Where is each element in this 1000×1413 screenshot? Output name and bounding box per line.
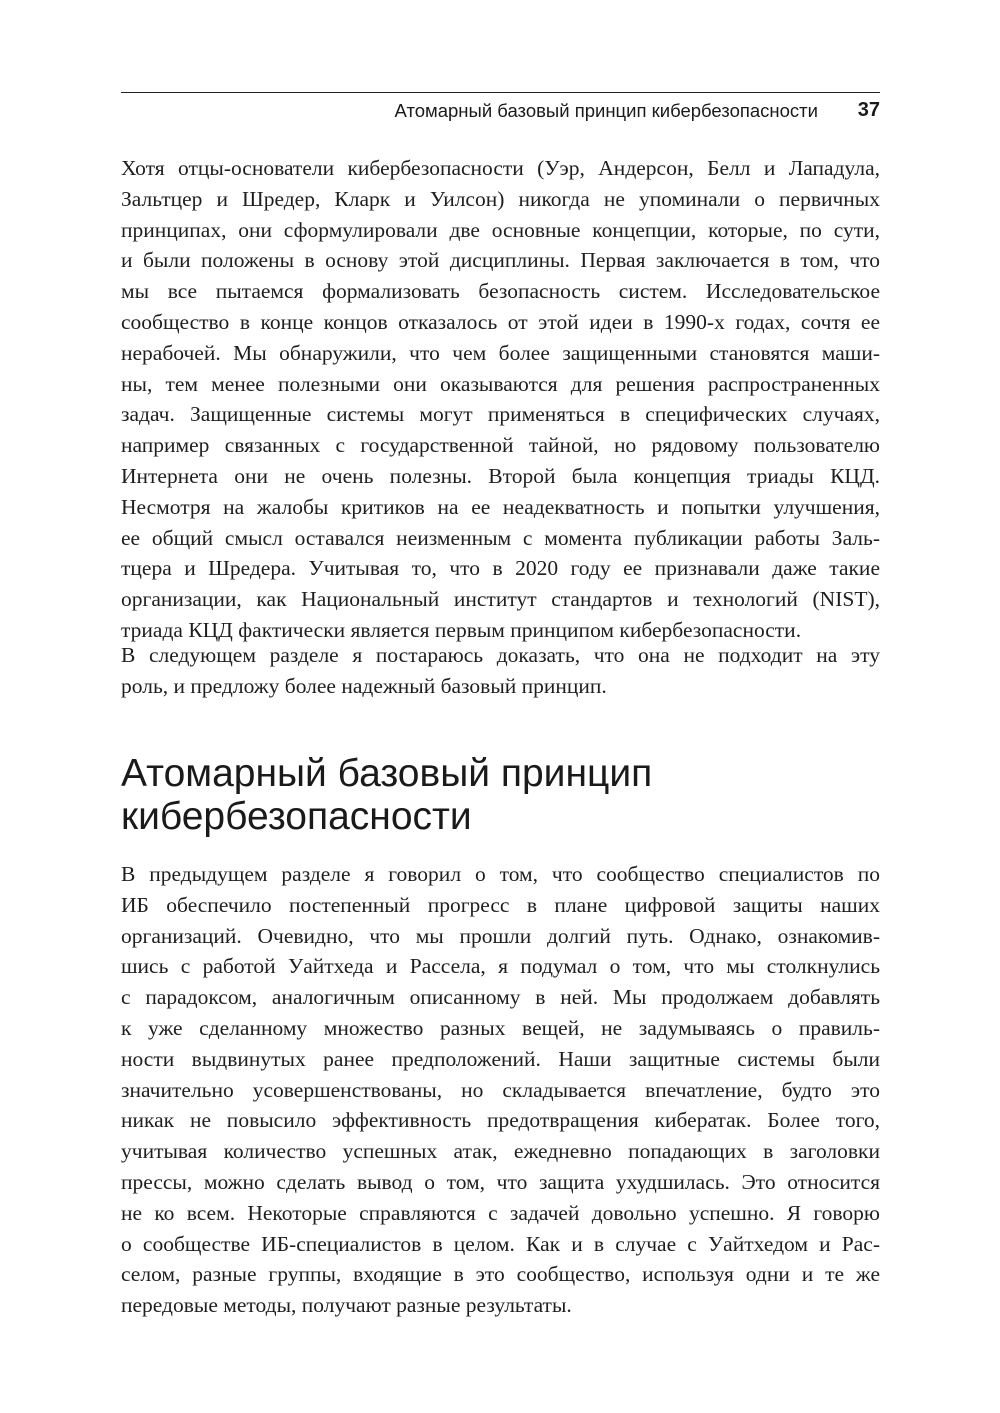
text-line: В следующем разделе я постараюсь доказать, что она не подходит на эту bbox=[121, 643, 880, 667]
text-line: ее общий смысл оставался неизменным с момента публикации работы Заль- bbox=[121, 525, 880, 550]
text-line: триада КЦД фактически является первым принципом кибербезопасности. bbox=[121, 617, 802, 642]
text-line: принципах, они сформулировали две основные концепции, которые, по сути, bbox=[121, 217, 880, 242]
text-line: ности выдвинутых ранее предположений. Наши защитные системы были bbox=[121, 1046, 880, 1071]
text-line: задач. Защищенные системы могут применяться в специфических случаях, bbox=[121, 402, 880, 427]
text-line: шись с работой Уайтхеда и Рассела, я подумал о том, что мы столкнулись bbox=[121, 954, 880, 979]
text-line: мы все пытаемся формализовать безопасность систем. Исследовательское bbox=[121, 279, 880, 304]
text-line: учитывая количество успешных атак, ежедневно попадающих в заголовки bbox=[121, 1139, 880, 1164]
text-line: роль, и предложу более надежный базовый принцип. bbox=[121, 673, 607, 698]
text-line: Интернета они не очень полезны. Второй была концепция триады КЦД. bbox=[121, 463, 880, 488]
paragraph-1 bbox=[121, 153, 880, 646]
text-line: Хотя отцы-основатели кибербезопасности (Уэр, Андерсон, Белл и Лападула, bbox=[121, 156, 880, 180]
page-number: 37 bbox=[857, 99, 880, 121]
text-line: В предыдущем разделе я говорил о том, что сообщество специалистов по bbox=[121, 862, 880, 886]
text-line: ны, тем менее полезными они оказываются для решения распространенных bbox=[121, 371, 880, 396]
text-line: значительно усовершенствованы, но складывается впечатление, будто это bbox=[121, 1077, 880, 1102]
text-line: с парадоксом, аналогичным описанному в ней. Мы продолжаем добавлять bbox=[121, 985, 880, 1010]
text-line: Зальтцер и Шредер, Кларк и Уилсон) никогда не упоминали о первичных bbox=[121, 186, 880, 211]
running-header bbox=[121, 92, 880, 133]
text-line: сообщество в конце концов отказалось от этой идеи в 1990-х годах, сочтя ее bbox=[121, 309, 880, 334]
text-line: к уже сделанному множество разных вещей, не задумываясь о правиль- bbox=[121, 1015, 880, 1040]
paragraph-2 bbox=[121, 640, 880, 702]
text-line: организации, как Национальный институт стандартов и технологий (NIST), bbox=[121, 587, 880, 612]
text-line: о сообществе ИБ-специалистов в целом. Как и в случае с Уайтхедом и Рас- bbox=[121, 1231, 880, 1256]
text-line: например связанных с государственной тайной, но рядовому пользователю bbox=[121, 433, 880, 458]
paragraph-3 bbox=[121, 859, 880, 1321]
text-line: не ко всем. Некоторые справляются с задачей довольно успешно. Я говорю bbox=[121, 1200, 880, 1225]
section-heading bbox=[121, 752, 880, 838]
text-line: прессы, можно сделать вывод о том, что защита ухудшилась. Это относится bbox=[121, 1169, 880, 1194]
section-heading-line: Атомарный базовый принцип bbox=[121, 752, 653, 795]
text-line: нерабочей. Мы обнаружили, что чем более защищенными становятся маши- bbox=[121, 340, 880, 365]
text-line: передовые методы, получают разные результаты. bbox=[121, 1293, 572, 1318]
text-line: никак не повысило эффективность предотвращения кибератак. Более того, bbox=[121, 1108, 880, 1133]
text-line: ИБ обеспечило постепенный прогресс в плане цифровой защиты наших bbox=[121, 892, 880, 917]
running-title: Атомарный базовый принцип кибербезопасности bbox=[394, 100, 818, 121]
section-heading-line: кибербезопасности bbox=[121, 795, 472, 838]
text-line: и были положены в основу этой дисциплины. Первая заключается в том, что bbox=[121, 248, 880, 273]
text-line: Несмотря на жалобы критиков на ее неадекватность и попытки улучшения, bbox=[121, 494, 880, 519]
text-line: тцера и Шредера. Учитывая то, что в 2020 году ее признавали даже такие bbox=[121, 556, 880, 581]
text-line: селом, разные группы, входящие в это сообщество, используя одни и те же bbox=[121, 1262, 880, 1287]
text-line: организаций. Очевидно, что мы прошли долгий путь. Однако, ознакомив- bbox=[121, 923, 880, 948]
